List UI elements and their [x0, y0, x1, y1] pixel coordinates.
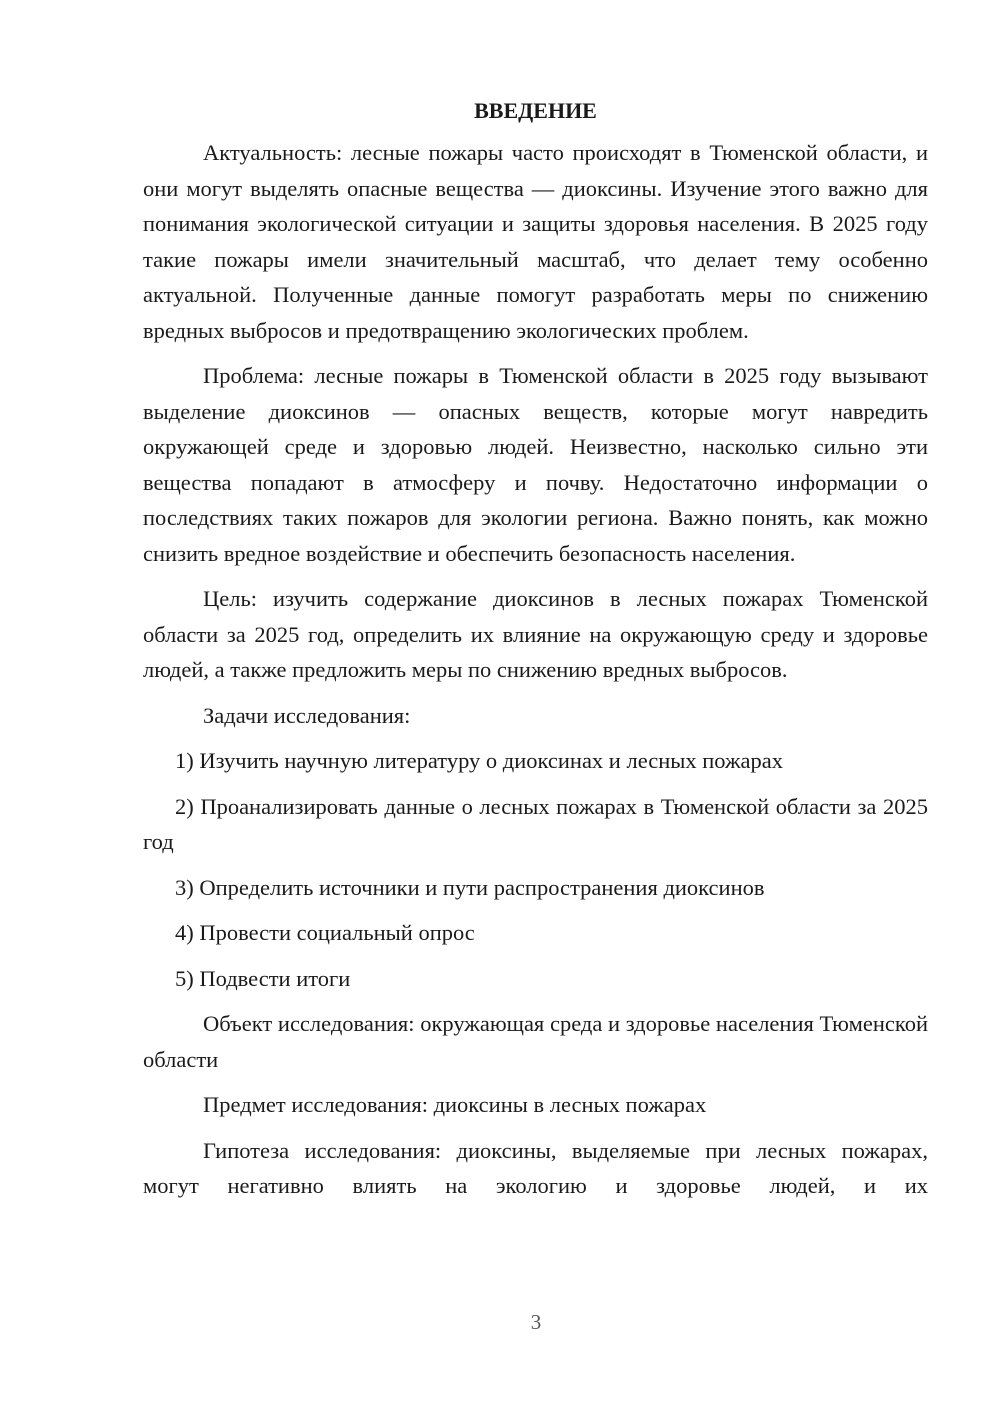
- problem-paragraph: Проблема: лесные пожары в Тюменской области в 2025 году вызывают выделение диоксинов — опасных веществ, которые могут навредить окружающей среде и здоровью людей. Неизвестно, насколько сильно эти вещества попадают в атмосферу и почву. Недостаточно информации о последствиях таких пожаров для экологии региона. Важно понять, как можно снизить вредное воздействие и обеспечить безопасность населения.: [143, 363, 928, 566]
- section-title: ВВЕДЕНИЕ: [474, 98, 597, 123]
- object-paragraph: Объект исследования: окружающая среда и здоровье населения Тюменской области: [143, 1011, 928, 1072]
- task-item-5: 5) Подвести итоги: [175, 965, 351, 991]
- task-item-2: 2) Проанализировать данные о лесных пожарах в Тюменской области за 2025 год: [143, 793, 928, 854]
- subject-paragraph: Предмет исследования: диоксины в лесных пожарах: [203, 1092, 707, 1117]
- relevance-paragraph: Актуальность: лесные пожары часто происходят в Тюменской области, и они могут выделять опасные вещества — диоксины. Изучение этого важно для понимания экологической ситуации и защиты здоровья населения. В 2025 году такие пожары имели значительный масштаб, что делает тему особенно актуальной. Полученные данные помогут разработать меры по снижению вредных выбросов и предотвращению экологических проблем.: [143, 140, 928, 343]
- page-content: [143, 93, 928, 1214]
- page-number: 3: [530, 1310, 542, 1334]
- task-item-3: 3) Определить источники и пути распространения диоксинов: [175, 874, 765, 900]
- task-item-4: 4) Провести социальный опрос: [175, 920, 475, 945]
- goal-paragraph: Цель: изучить содержание диоксинов в лесных пожарах Тюменской области за 2025 год, определить их влияние на окружающую среду и здоровье людей, а также предложить меры по снижению вредных выбросов.: [143, 586, 928, 682]
- hypothesis-paragraph: Гипотеза исследования: диоксины, выделяемые при лесных пожарах, могут негативно влиять на экологию и здоровье людей, и их: [143, 1137, 928, 1198]
- task-item-1: 1) Изучить научную литературу о диоксинах и лесных пожарах: [175, 748, 784, 773]
- tasks-heading: Задачи исследования:: [203, 702, 411, 728]
